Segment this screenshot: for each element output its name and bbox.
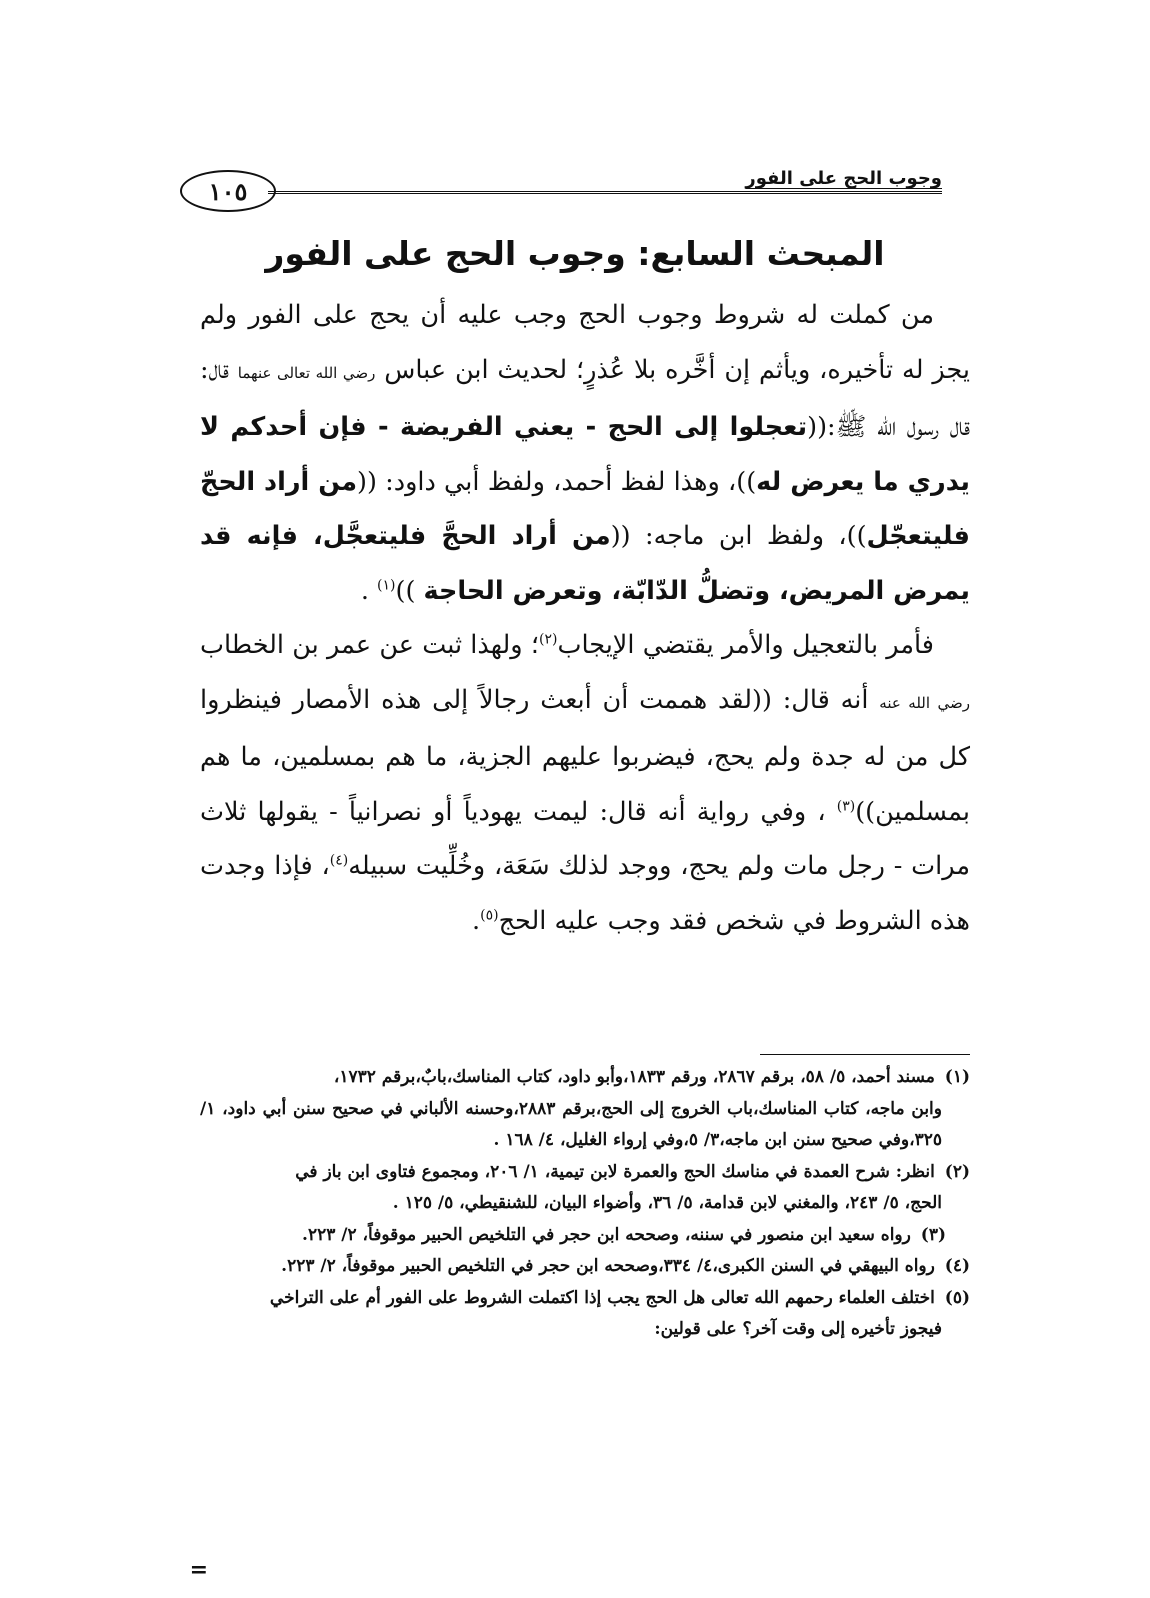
footnote-text: رواه البيهقي في السنن الكبرى،٤/ ٣٣٤،وصححه ابن حجر في التلخيص الحبير موقوفاً، ٢/ ٢٢٣. <box>281 1256 935 1276</box>
footnotes <box>200 1062 970 1346</box>
honorific-radiyallahu-anhu: رضي الله عنه <box>879 693 970 712</box>
footnote-text: رواه سعيد ابن منصور في سننه، وصححه ابن حجر في التلخيص الحبير موقوفاً، ٢/ ٢٢٣. <box>302 1224 911 1245</box>
footnote-4 <box>200 1251 970 1283</box>
footnote-ref-4[interactable]: (٤) <box>329 852 349 869</box>
p2-text-b: ؛ ولهذا ثبت عن عمر بن الخطاب <box>200 630 539 660</box>
page-number-oval <box>180 170 276 212</box>
p1-end: )) <box>395 575 424 606</box>
footnote-ref-1[interactable]: (١) <box>377 577 396 593</box>
footnote-1 <box>200 1062 970 1157</box>
header-rule <box>268 191 942 194</box>
footnote-5 <box>200 1283 970 1346</box>
p1-intro: من كملت له شروط وجوب الحج وجب عليه أن يحج على الفور ولم يجز له تأخيره، ويأثم إن أخَّره بلا عُذرٍ؛ لحديث ابن عباس <box>200 300 970 385</box>
ibn-majah-text: من أراد الحجَّ فليتعجَّل، فإنه قد يمرض المريض، وتضلُّ الدّابّة، وتعرض الحاجة <box>200 521 970 606</box>
footnote-ref-5[interactable]: (٥) <box>480 907 499 923</box>
footnote-continuation: فيجوز تأخيره إلى وقت آخر؟ على قولين: <box>654 1319 942 1339</box>
p2-end: . <box>472 905 481 936</box>
p1-period: . <box>360 575 378 606</box>
p2-text-e: ، فإذا وجدت هذه الشروط في شخص فقد وجب عليه الحج <box>200 851 970 936</box>
paragraph-1 <box>200 288 970 618</box>
p1-ibn-majah-intro: ))، ولفظ ابن ماجه: (( <box>610 521 867 551</box>
footnote-continuation: وابن ماجه، كتاب المناسك،باب الخروج إلى الحج،برقم ٢٨٨٣،وحسنه الألباني في صحيح سنن أبي داود، ١/ ٣٢٥،وفي صحيح سنن ابن ماجه،٣/ ٥،وفي إرواء الغليل، ٤/ ١٦٨ . <box>200 1098 942 1150</box>
footnote-ref-2[interactable]: (٢) <box>539 631 558 648</box>
footnote-number: (٥) <box>944 1287 970 1308</box>
p2-text-c: أنه قال: ((لقد هممت أن أبعث رجالاً إلى هذه الأمصار فينظروا كل من له جدة ولم يحج، فيضربوا عليهم الجزية، ما هم بمسلمين، ما هم بمسلمين)) <box>200 684 970 827</box>
main-text <box>200 288 970 948</box>
running-title: وجوب الحج على الفور <box>745 168 942 189</box>
footnote-text: انظر: شرح العمدة في مناسك الحج والعمرة لابن تيمية، ١/ ٢٠٦، ومجموع فتاوى ابن باز في <box>295 1161 935 1182</box>
footnote-number: (٢) <box>944 1161 970 1182</box>
footnote-separator <box>760 1054 970 1055</box>
footnote-number: (٣) <box>920 1224 946 1245</box>
page-number: ١٠٥ <box>208 176 248 206</box>
p2-text-a: فأمر بالتعجيل والأمر يقتضي الإيجاب <box>557 630 934 660</box>
running-header <box>180 160 950 220</box>
p2-text-d: ، وفي رواية أنه قال: ليمت يهودياً أو نصرانياً - يقولها ثلاث مرات - رجل مات ولم يحج، ووجد لذلك سَعَة، وخُلِّيت سبيله <box>200 796 970 881</box>
hadith-text: تعجلوا إلى الحج - يعني الفريضة - فإن أحدكم لا يدري ما يعرض له <box>200 412 971 497</box>
footnote-number: (٤) <box>944 1256 970 1276</box>
footnote-3 <box>200 1220 970 1252</box>
p1-open-quote: :(( <box>807 412 836 442</box>
abu-dawud-text: من أراد الحجّ فليتعجّل <box>200 466 971 551</box>
honorific-radiyallahu: رضي الله تعالى عنهما <box>237 363 376 382</box>
continuation-mark: = <box>189 1557 208 1583</box>
footnote-text: اختلف العلماء رحمهم الله تعالى هل الحج يجب إذا اكتملت الشروط على الفور أم على التراخي <box>269 1287 935 1308</box>
section-title: المبحث السابع: وجوب الحج على الفور <box>265 234 885 273</box>
honorific-salla: ﷺ <box>835 412 867 442</box>
footnote-2 <box>200 1157 970 1220</box>
paragraph-2 <box>200 618 970 948</box>
footnote-text: مسند أحمد، ٥/ ٥٨، برقم ٢٨٦٧، ورقم ١٨٣٣،وأبو داود، كتاب المناسك،بابٌ،برقم ١٧٣٢، <box>333 1067 935 1087</box>
footnote-continuation: الحج، ٥/ ٢٤٣، والمغني لابن قدامة، ٥/ ٣٦، وأضواء البيان، للشنقيطي، ٥/ ١٢٥ . <box>392 1193 942 1213</box>
p1-narration: ))، وهذا لفظ أحمد، ولفظ أبي داود: (( <box>357 466 757 497</box>
footnote-ref-3[interactable]: (٣) <box>836 798 856 814</box>
footnote-number: (١) <box>944 1067 970 1087</box>
p1-said: قال: قال رسول الله <box>200 354 970 442</box>
